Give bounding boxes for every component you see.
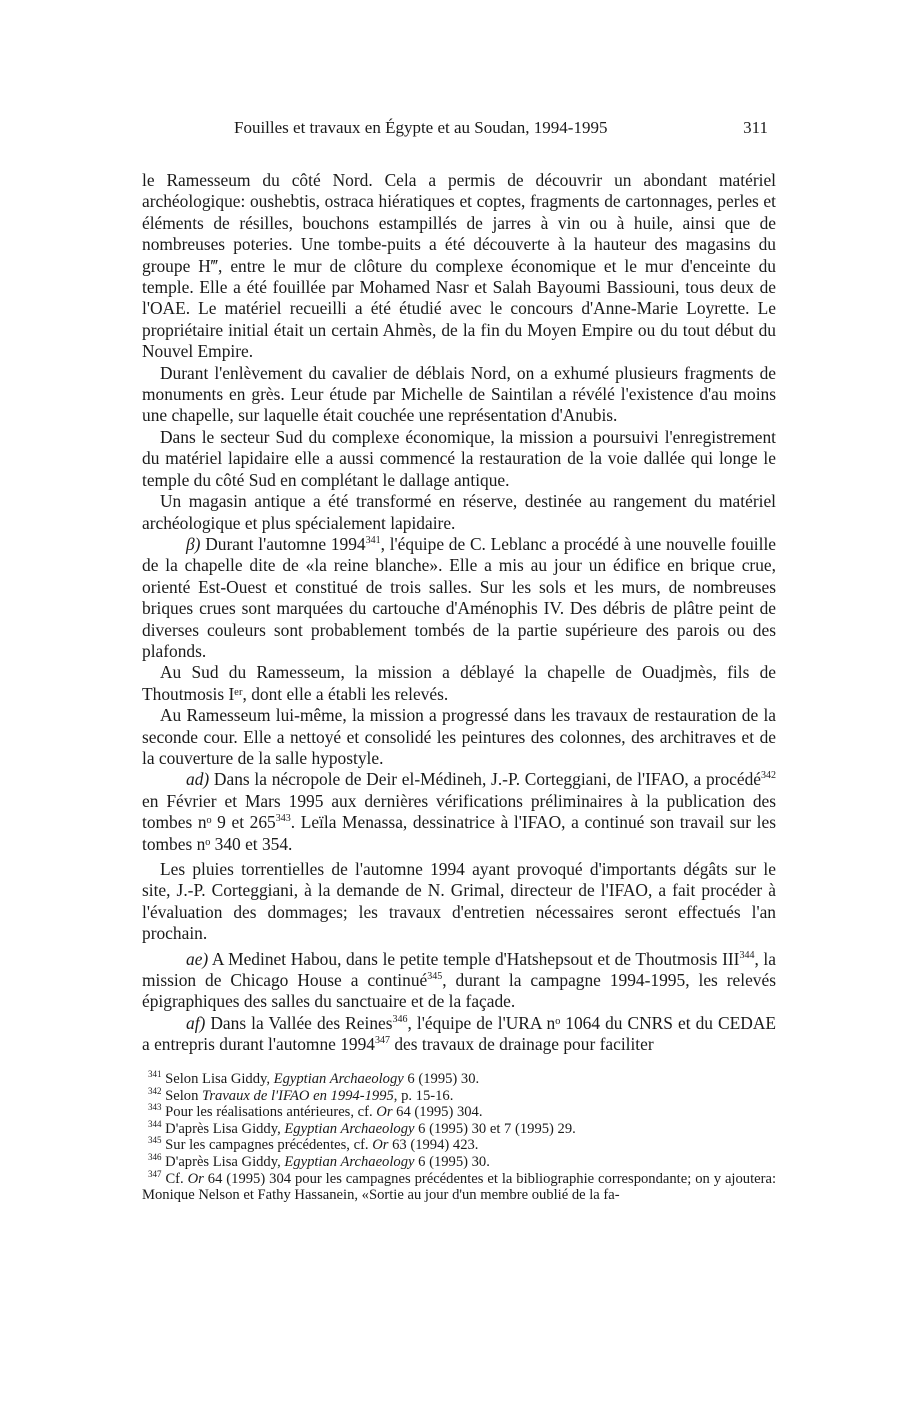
page-header [142, 118, 776, 142]
footnote-ref: 346 [392, 1014, 408, 1026]
footnote-number: 343 [148, 1102, 162, 1113]
footnote-number: 347 [148, 1168, 162, 1179]
footnote-number: 342 [148, 1085, 162, 1096]
footnote: $^{347}$ Cf. Or 64 (1995) 304 pour les campagnes précédentes et la bibliographie correspondante; on y ajoutera: Monique Nelson et Fathy Hassanein, «Sortie au jour d'un membre oublié de la fa- [142, 1168, 777, 1204]
paragraph-ae: ae) A Medinet Habou, dans le petite temple d'Hatshepsout et de Thoutmosis III$^{344}$, la mission de Chicago House a continué$^{345}$, durant la campagne 1994-1995, les relevés épigraphiques des salles du sanctuaire et de la façade. [142, 948, 776, 1012]
section-marker: β) [186, 533, 201, 554]
footnote-ref: 347 [375, 1035, 391, 1047]
footnote-ref: 345 [427, 971, 443, 983]
section-marker: ae) [186, 948, 209, 969]
footnote: $^{342}$ Selon Travaux de l'IFAO en 1994-1995, p. 15-16. [148, 1085, 454, 1104]
footnote: $^{345}$ Sur les campagnes précédentes, cf. Or 63 (1994) 423. [148, 1135, 479, 1154]
page-number: 311 [743, 118, 768, 137]
section-marker: af) [186, 1012, 206, 1033]
footnote: $^{344}$ D'après Lisa Giddy, Egyptian Archaeology 6 (1995) 30 et 7 (1995) 29. [148, 1118, 576, 1137]
section-marker: ad) [186, 769, 210, 790]
footnote: $^{341}$ Selon Lisa Giddy, Egyptian Archaeology 6 (1995) 30. [148, 1069, 480, 1087]
footnotes [142, 1071, 776, 1204]
footnote-ref: 341 [365, 535, 381, 547]
footnote-ref: 344 [739, 949, 755, 961]
footnote: $^{343}$ Pour les réalisations antérieures, cf. Or 64 (1995) 304. [148, 1102, 483, 1121]
paragraph: le Ramesseum du côté Nord. Cela a permis de découvrir un abondant matériel archéologique: oushebtis, ostraca hiératiques et coptes, fragments de cartonnages, perles et éléments de résilles, bouchons estampillés de jarres à vin ou à huile, ainsi que de nombreuses poteries. Une tombe-puits a été découverte à la hauteur des magasins du groupe H‴, entre le mur de clôture du complexe économique et le mur d'enceinte du temple. Elle a été fouillée par Mohamed Nasr et Salah Bayoumi Bassiouni, tous deux de l'OAE. Le matériel recueilli a été étudié avec le concours d'Anne-Marie Loyrette. Le propriétaire initial était un certain Ahmès, de la fin du Moyen Empire ou du tout début du Nouvel Empire. [142, 170, 776, 362]
footnote-number: 341 [148, 1069, 162, 1080]
footnote-number: 344 [148, 1118, 162, 1129]
paragraph: Dans le secteur Sud du complexe économique, la mission a poursuivi l'enregistrement du matériel lapidaire elle a aussi commencé la restauration de la voie dallée qui longe le temple du côté Sud en complétant le dallage antique. [142, 426, 776, 490]
paragraph-af: af) Dans la Vallée des Reines$^{346}$, l'équipe de l'URA nᵒ 1064 du CNRS et du CEDAE a entrepris durant l'automne 1994$^{347}$ des travaux de drainage pour faciliter [142, 1012, 776, 1055]
paragraph: Durant l'enlèvement du cavalier de déblais Nord, on a exhumé plusieurs fragments de monuments en grès. Leur étude par Michelle de Saintilan a révélé l'existence d'au moins une chapelle, sur laquelle était couchée une représentation d'Anubis. [142, 362, 776, 426]
paragraph: Un magasin antique a été transformé en réserve, destinée au rangement du matériel archéologique et plus spécialement lapidaire. [142, 491, 776, 533]
body-text [142, 170, 776, 1056]
paragraph-beta: β) Durant l'automne 1994$^{341}$, l'équipe de C. Leblanc a procédé à une nouvelle fouille de la chapelle dite de «la reine blanche». Elle a mis au jour un édifice en brique crue, orienté Est-Ouest et constitué de trois salles. Sur les sols et les murs, de nombreuses briques crues sont marquées du cartouche d'Aménophis IV. Des débris de plâtre peint de diverses couleurs sont probablement tombés de la partie supérieure des parois ou des plafonds. [142, 533, 776, 661]
footnote-number: 345 [148, 1135, 162, 1146]
paragraph: Au Sud du Ramesseum, la mission a déblayé la chapelle de Ouadjmès, fils de Thoutmosis Iᵉʳ, dont elle a établi les relevés. [142, 662, 776, 704]
footnote-ref: 343 [275, 813, 291, 825]
running-title: Fouilles et travaux en Égypte et au Soudan, 1994-1995 [234, 118, 608, 137]
footnote-number: 346 [148, 1152, 162, 1163]
footnote: $^{346}$ D'après Lisa Giddy, Egyptian Archaeology 6 (1995) 30. [148, 1152, 490, 1170]
paragraph-ad: ad) Dans la nécropole de Deir el-Médineh, J.-P. Corteggiani, de l'IFAO, a procédé$^{342}$ en Février et Mars 1995 aux dernières vérifications préliminaires à la publication des tombes nᵒ 9 et $265^{343}$. Leïla Menassa, dessinatrice à l'IFAO, a continué son travail sur les tombes nᵒ 340 et 354. [142, 769, 776, 854]
footnote-ref: 342 [761, 770, 776, 782]
paragraph: Au Ramesseum lui-même, la mission a progressé dans les travaux de restauration de la seconde cour. Elle a nettoyé et consolidé les peintures des colonnes, des architraves et de la couverture de la salle hypostyle. [142, 705, 776, 768]
paragraph: Les pluies torrentielles de l'automne 1994 ayant provoqué d'importants dégâts sur le site, J.-P. Corteggiani, à la demande de N. Grimal, directeur de l'IFAO, a fait procéder à l'évaluation des dommages; les travaux d'entretien nécessaires seront effectués l'an prochain. [142, 859, 776, 944]
